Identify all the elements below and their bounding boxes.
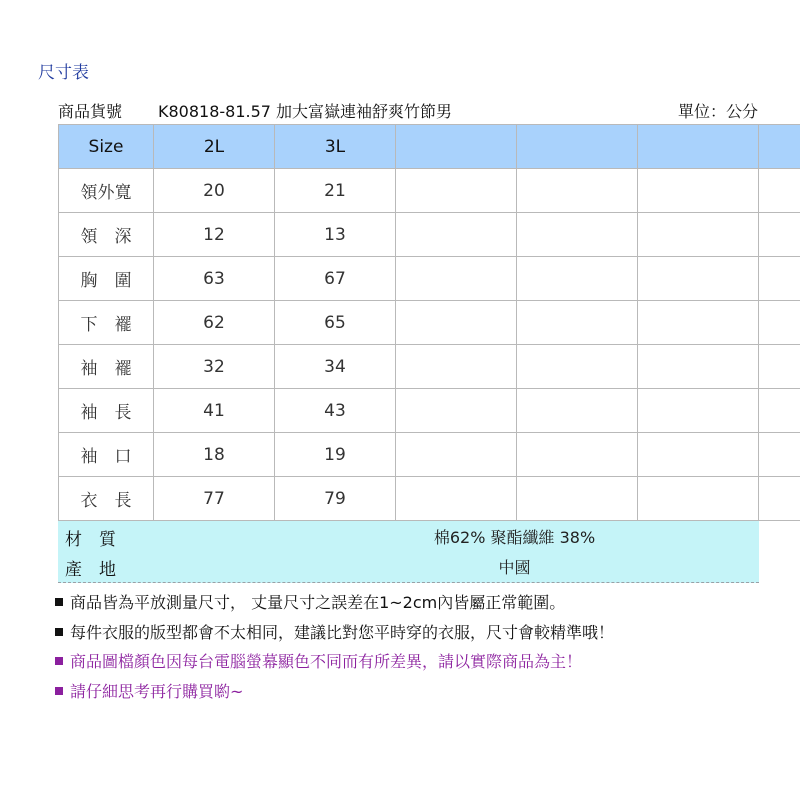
table-cell: [638, 389, 759, 433]
unit-label: 單位：公分: [677, 102, 758, 121]
table-cell: [759, 301, 800, 345]
notes-list: [55, 588, 614, 706]
table-cell: [759, 257, 800, 301]
table-cell: [517, 477, 638, 521]
table-cell: [759, 169, 800, 213]
table-cell: 65: [275, 301, 396, 345]
table-row: [59, 389, 800, 433]
table-row: [59, 345, 800, 389]
header-cell-3l: 3L: [275, 125, 396, 169]
table-cell: [517, 345, 638, 389]
row-label: 袖 長: [59, 389, 154, 433]
table-cell: 34: [275, 345, 396, 389]
size-header-row: [59, 125, 800, 169]
table-cell: [759, 345, 800, 389]
size-table: [58, 124, 800, 521]
table-cell: [517, 389, 638, 433]
table-cell: [517, 213, 638, 257]
row-label: 袖 口: [59, 433, 154, 477]
table-cell: [638, 169, 759, 213]
note-text: 請仔細思考再行購買喲~: [70, 681, 244, 701]
square-bullet-icon: [55, 687, 63, 695]
table-cell: [396, 389, 517, 433]
table-cell: [638, 345, 759, 389]
table-cell: [638, 301, 759, 345]
table-cell: 21: [275, 169, 396, 213]
table-cell: [396, 301, 517, 345]
note-item: [55, 618, 614, 648]
table-cell: [638, 433, 759, 477]
header-cell-empty: [638, 125, 759, 169]
table-cell: [759, 389, 800, 433]
table-cell: [759, 477, 800, 521]
table-cell: [396, 433, 517, 477]
table-cell: [638, 213, 759, 257]
table-cell: [759, 213, 800, 257]
table-cell: [396, 213, 517, 257]
table-cell: 79: [275, 477, 396, 521]
product-info-bar: [58, 97, 758, 123]
product-name: K80818-81.57 加大富嶽連袖舒爽竹節男: [158, 102, 453, 121]
table-cell: 43: [275, 389, 396, 433]
page-title: 尺寸表: [38, 63, 89, 83]
table-cell: 63: [154, 257, 275, 301]
origin-label: 產 地: [65, 560, 116, 580]
row-label: 胸 圍: [59, 257, 154, 301]
table-cell: [517, 169, 638, 213]
table-row: [59, 433, 800, 477]
table-cell: 12: [154, 213, 275, 257]
row-label: 下 襬: [59, 301, 154, 345]
table-cell: 20: [154, 169, 275, 213]
header-cell-size: Size: [59, 125, 154, 169]
table-cell: [396, 477, 517, 521]
table-row: [59, 301, 800, 345]
table-cell: 67: [275, 257, 396, 301]
header-cell-2l: 2L: [154, 125, 275, 169]
table-cell: 41: [154, 389, 275, 433]
table-cell: 62: [154, 301, 275, 345]
table-cell: 18: [154, 433, 275, 477]
table-row: [59, 213, 800, 257]
material-label: 材 質: [65, 530, 116, 550]
table-row: [59, 169, 800, 213]
note-item: [55, 588, 614, 618]
header-cell-empty: [517, 125, 638, 169]
product-code-label: 商品貨號: [58, 102, 123, 121]
table-cell: [517, 433, 638, 477]
square-bullet-icon: [55, 628, 63, 636]
table-cell: 77: [154, 477, 275, 521]
note-text: 商品圖檔顏色因每台電腦螢幕顯色不同而有所差異，請以實際商品為主！: [70, 652, 583, 671]
row-label: 袖 襬: [59, 345, 154, 389]
square-bullet-icon: [55, 657, 63, 665]
note-item: [55, 647, 614, 677]
table-cell: 19: [275, 433, 396, 477]
table-cell: 32: [154, 345, 275, 389]
material-section: [58, 521, 759, 583]
row-label: 領 深: [59, 213, 154, 257]
table-row: [59, 257, 800, 301]
row-label: 領外寬: [59, 169, 154, 213]
table-cell: 13: [275, 213, 396, 257]
header-cell-empty: [759, 125, 800, 169]
material-value: 棉62% 聚酯纖維 38%: [433, 528, 596, 547]
origin-value: 中國: [498, 558, 531, 577]
row-label: 衣 長: [59, 477, 154, 521]
square-bullet-icon: [55, 598, 63, 606]
table-cell: [517, 301, 638, 345]
table-cell: [396, 169, 517, 213]
note-text: 每件衣服的版型都會不太相同，建議比對您平時穿的衣服，尺寸會較精準哦！: [70, 622, 615, 642]
table-cell: [638, 477, 759, 521]
note-text: 商品皆為平放測量尺寸， 丈量尺寸之誤差在1~2cm內皆屬正常範圍。: [70, 593, 566, 612]
table-cell: [638, 257, 759, 301]
table-cell: [517, 257, 638, 301]
table-row: [59, 477, 800, 521]
table-cell: [396, 345, 517, 389]
header-cell-empty: [396, 125, 517, 169]
table-cell: [759, 433, 800, 477]
note-item: [55, 677, 614, 707]
table-cell: [396, 257, 517, 301]
